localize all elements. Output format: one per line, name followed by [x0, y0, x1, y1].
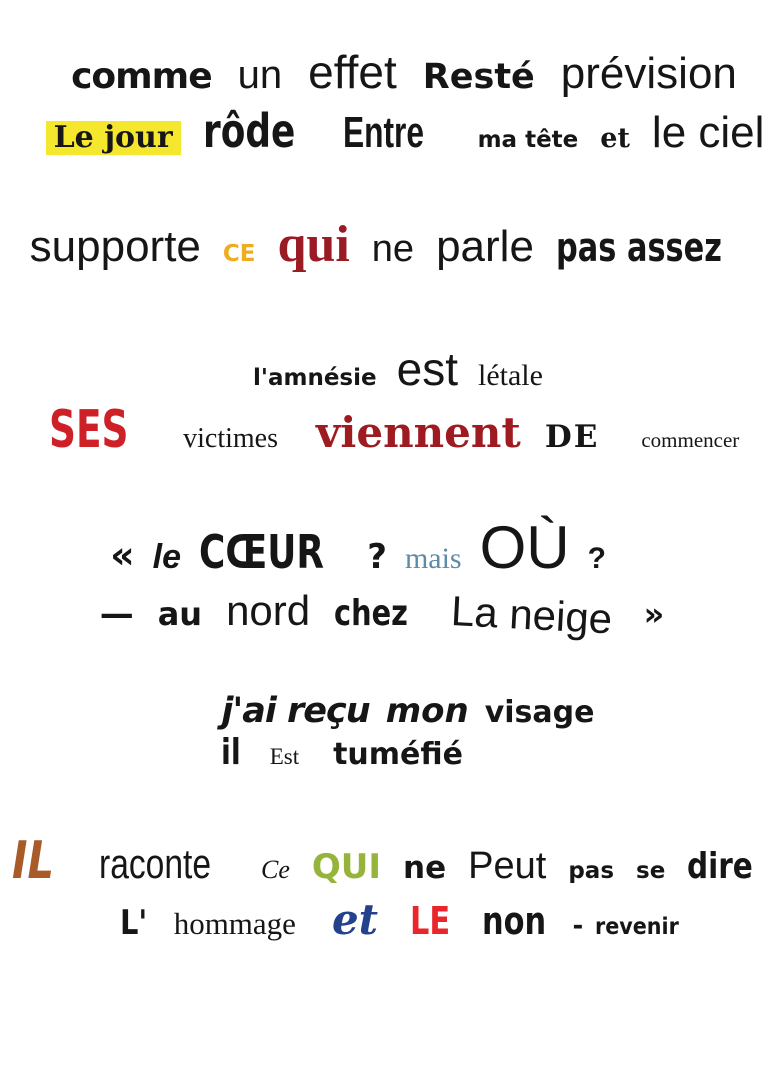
poem-word: commencer — [641, 428, 740, 453]
poem-line — [14, 895, 780, 945]
poem-word: nord — [226, 586, 311, 634]
poem-word: est — [396, 342, 458, 395]
poem-word: qui — [277, 216, 350, 274]
poem-word: ne — [403, 849, 447, 886]
poem-word: j'ai reçu — [221, 690, 370, 731]
poem-line — [8, 342, 780, 395]
poem-word: non — [482, 899, 547, 944]
poem-word: et — [600, 123, 630, 155]
poem-word: mon — [385, 690, 469, 731]
poem-word: chez — [334, 592, 408, 634]
poem-line — [14, 48, 780, 97]
poem-word: dire — [687, 845, 754, 887]
poem-word: CE — [222, 241, 256, 268]
poem-word: Le jour — [46, 121, 181, 155]
poem-word: supporte — [29, 222, 201, 272]
poem-line — [15, 104, 780, 159]
poem-word: SES — [48, 400, 129, 461]
poem-word: Ce — [260, 854, 290, 884]
poem-word: « — [110, 532, 135, 577]
poem-word: l'amnésie — [253, 364, 377, 391]
poem-line — [0, 586, 772, 643]
poem-line — [0, 830, 780, 891]
poem-word: revenir — [595, 914, 680, 941]
poem-word: et — [331, 895, 379, 945]
poem-line — [0, 731, 732, 773]
poem-word: visage — [484, 694, 595, 730]
poem-word: Resté — [422, 57, 535, 97]
poem-word: Entre — [343, 108, 425, 158]
poem-word: létale — [477, 358, 543, 392]
poem-word: se — [636, 857, 666, 884]
poem-word: prévision — [560, 49, 737, 98]
poem-word: hommage — [173, 906, 296, 942]
poem-word: au — [157, 594, 203, 633]
poem-word: comme — [71, 56, 212, 97]
poem-word: L' — [119, 903, 147, 944]
poem-word: raconte — [98, 839, 211, 887]
poem-word: il — [221, 731, 241, 773]
poem-word: QUI — [311, 846, 382, 887]
poem-word: ne — [371, 228, 415, 271]
poem-word: DE — [544, 419, 600, 456]
poem-word: le — [152, 537, 181, 576]
poem-word: un — [237, 53, 283, 97]
poem-word: parle — [436, 222, 534, 272]
poem-word: ? — [587, 541, 606, 575]
poem-line — [4, 400, 780, 461]
poem-word: tuméfié — [333, 736, 463, 772]
poem-word: — — [99, 593, 134, 634]
poem-word: - — [572, 911, 584, 942]
poem-word: pas — [568, 857, 615, 884]
poem-word: effet — [308, 46, 397, 98]
poem-word: ? — [367, 536, 387, 577]
poem-word: Est — [269, 743, 300, 769]
poem-word: le ciel — [651, 108, 765, 158]
poem-word: victimes — [183, 423, 279, 455]
poem-word: » — [643, 594, 665, 633]
poem-word: Peut — [468, 844, 547, 887]
poem-word: IL — [12, 830, 55, 891]
poem-word: rôde — [202, 104, 296, 159]
poem-word: mais — [404, 541, 462, 575]
poem-word: ma tête — [477, 127, 579, 154]
poem-line — [0, 513, 748, 581]
poem-page — [0, 48, 780, 1071]
poem-word: pas assez — [555, 225, 722, 272]
poem-word: LE — [410, 899, 451, 944]
poem-word: CŒUR — [198, 524, 324, 579]
poem-word: OÙ — [479, 513, 570, 581]
poem-word: La neige — [450, 586, 614, 643]
poem-word: viennent — [316, 408, 521, 458]
poem-line — [18, 690, 780, 731]
poem-line — [12, 218, 780, 273]
